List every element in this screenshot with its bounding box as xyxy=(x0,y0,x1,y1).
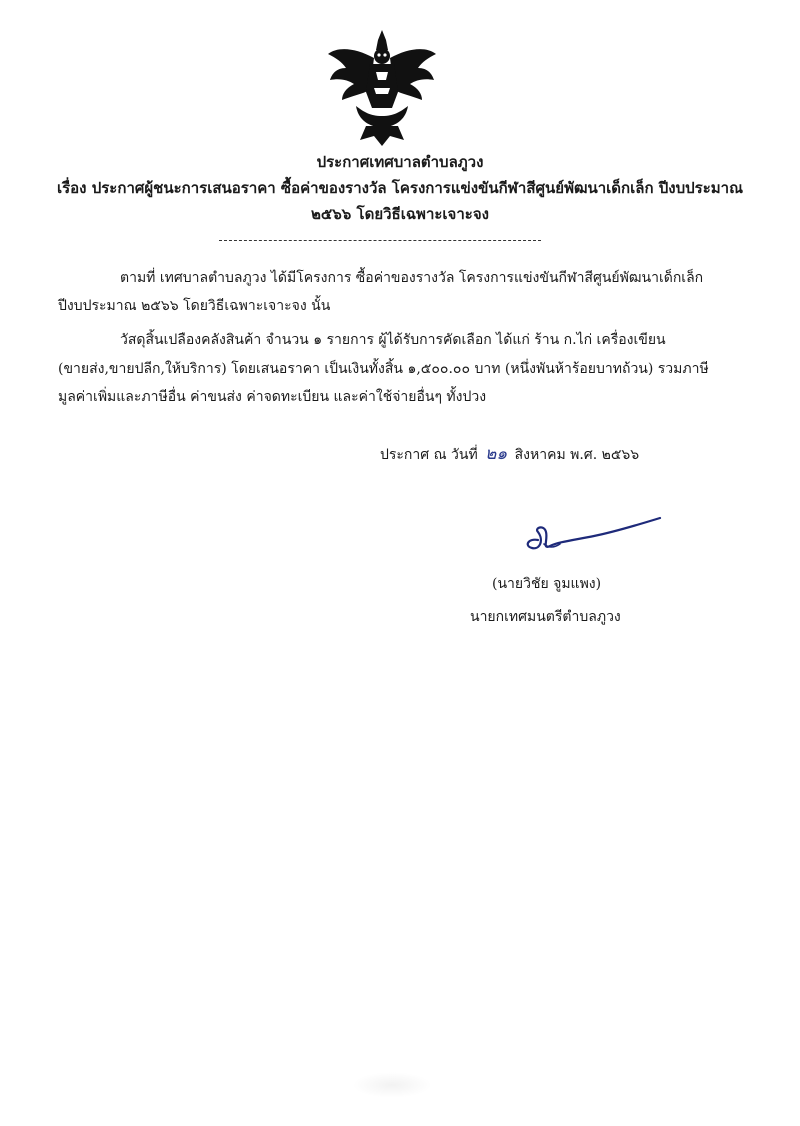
section-divider xyxy=(219,240,541,241)
document-subject-line-1: เรื่อง ประกาศผู้ชนะการเสนอราคา ซื้อค่าของรางวัล โครงการแข่งขันกีฬาสีศูนย์พัฒนาเด็กเล็ก ปีงบประมาณ xyxy=(56,179,743,197)
scan-smudge xyxy=(352,1072,432,1098)
garuda-emblem-icon xyxy=(326,28,438,148)
paragraph-1-line-2: ปีงบประมาณ ๒๕๖๖ โดยวิธีเฉพาะเจาะจง นั้น xyxy=(58,298,331,314)
date-prefix: ประกาศ ณ วันที่ xyxy=(380,447,478,463)
date-day-handwritten: ๒๑ xyxy=(485,444,508,464)
paragraph-2-line-1: วัสดุสิ้นเปลืองคลังสินค้า จำนวน ๑ รายการ ผู้ได้รับการคัดเลือก ได้แก่ ร้าน ก.ไก่ เครื่องเขียน xyxy=(120,332,666,348)
paragraph-2-line-2: (ขายส่ง,ขายปลีก,ให้บริการ) โดยเสนอราคา เป็นเงินทั้งสิ้น ๑,๕๐๐.๐๐ บาท (หนึ่งพันห้าร้อยบาทถ้วน) รวมภาษี xyxy=(58,361,709,377)
date-suffix: สิงหาคม พ.ศ. ๒๕๖๖ xyxy=(514,447,640,463)
document-subject-line-2: ๒๕๖๖ โดยวิธีเฉพาะเจาะจง xyxy=(311,205,489,223)
signatory-name: (นายวิชัย จูมแพง) xyxy=(492,576,602,592)
announcement-date xyxy=(380,444,639,465)
document-org-title: ประกาศเทศบาลตำบลภูวง xyxy=(316,153,484,171)
signatory-position: นายกเทศมนตรีตำบลภูวง xyxy=(470,609,621,625)
paragraph-2-line-3: มูลค่าเพิ่มและภาษีอื่น ค่าขนส่ง ค่าจดทะเบียน และค่าใช้จ่ายอื่นๆ ทั้งปวง xyxy=(58,389,487,405)
paragraph-1-line-1: ตามที่ เทศบาลตำบลภูวง ได้มีโครงการ ซื้อค่าของรางวัล โครงการแข่งขันกีฬาสีศูนย์พัฒนาเด็กเล็ก xyxy=(120,270,704,286)
handwritten-signature xyxy=(514,510,664,560)
